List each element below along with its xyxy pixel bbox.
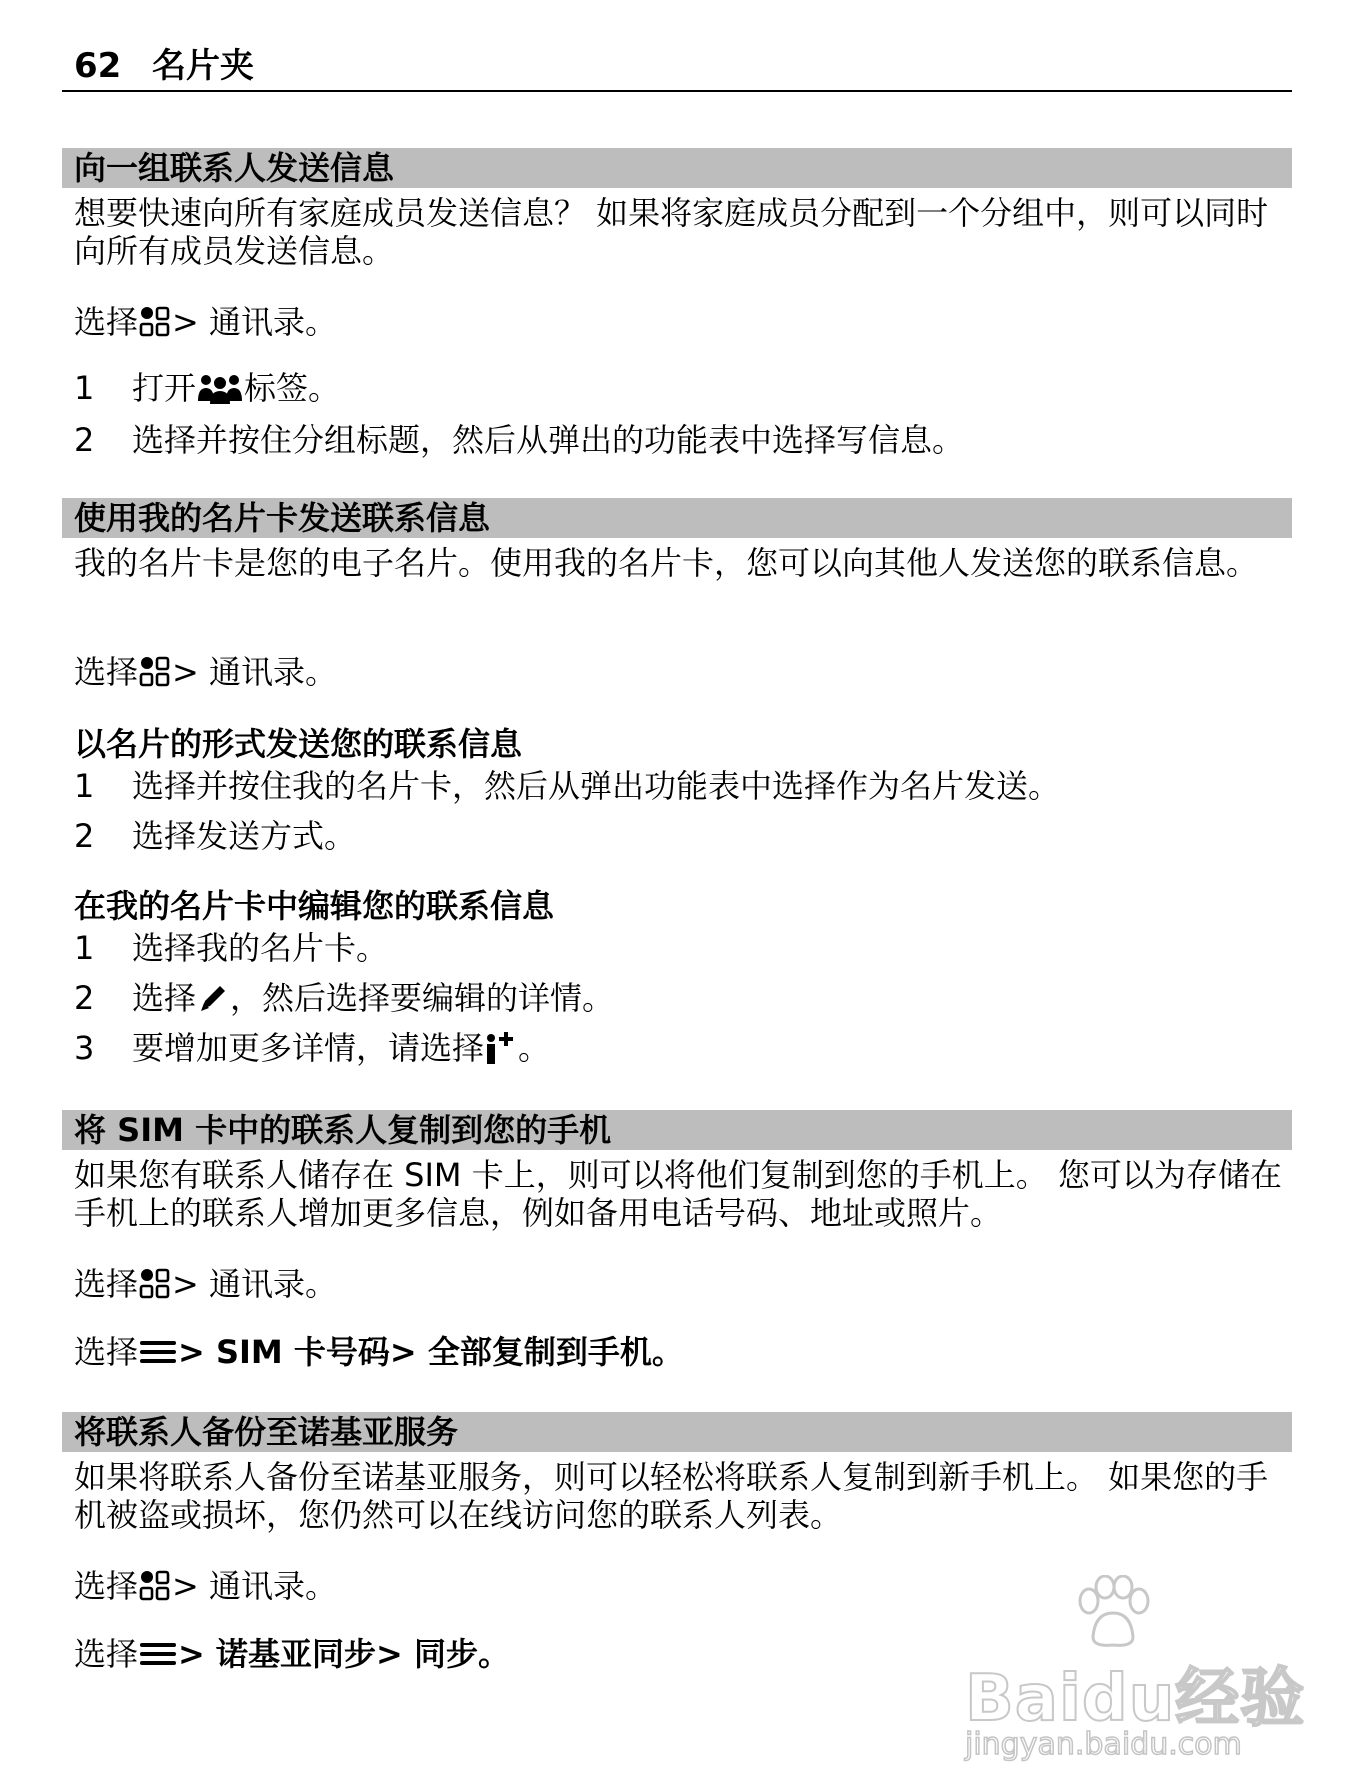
- list-item: 2 选择并按住分组标题，然后从弹出的功能表中选择写信息。: [74, 421, 965, 459]
- section-paragraph: 想要快速向所有家庭成员发送信息？ 如果将家庭成员分配到一个分组中，则可以同时向所有成员发送信息。: [74, 194, 1269, 270]
- menu-icon: [138, 1337, 178, 1367]
- menu-icon: [138, 1639, 178, 1669]
- page-header: [62, 48, 1292, 92]
- edit-pencil-icon: [196, 981, 230, 1015]
- section-paragraph: 如果您有联系人储存在 SIM 卡上，则可以将他们复制到您的手机上。 您可以为存储在手机上的联系人增加更多信息，例如备用电话号码、地址或照片。: [74, 1156, 1282, 1232]
- list-item: 2 选择 ，然后选择要编辑的详情。: [74, 979, 615, 1017]
- add-detail-icon: [484, 1029, 518, 1067]
- apps-grid-icon: [138, 1569, 172, 1603]
- list-item: 1 打开 标签。: [74, 369, 341, 407]
- select-instruction: 选择 > 通讯录。: [74, 1265, 338, 1303]
- watermark-url: jingyan.baidu.com: [965, 1727, 1242, 1762]
- menu-instruction: 选择 > SIM 卡号码 > 全部复制到手机。: [74, 1333, 684, 1371]
- page-title: 名片夹: [152, 46, 254, 86]
- section-title-backup: 将联系人备份至诺基亚服务: [62, 1412, 1292, 1452]
- select-instruction: 选择 > 通讯录。: [74, 303, 338, 341]
- watermark-logo-text: Baidu经验: [965, 1662, 1306, 1736]
- select-instruction: 选择 > 通讯录。: [74, 653, 338, 691]
- list-item: 2 选择发送方式。: [74, 817, 357, 855]
- select-instruction: 选择 > 通讯录。: [74, 1567, 338, 1605]
- section-title-group-message: 向一组联系人发送信息: [62, 148, 1292, 188]
- subsection-heading: 以名片的形式发送您的联系信息: [74, 725, 523, 763]
- section-paragraph: 我的名片卡是您的电子名片。使用我的名片卡，您可以向其他人发送您的联系信息。: [74, 544, 1259, 582]
- subsection-heading: 在我的名片卡中编辑您的联系信息: [74, 887, 555, 925]
- group-contacts-icon: [196, 371, 244, 405]
- apps-grid-icon: [138, 1267, 172, 1301]
- list-item: 1 选择并按住我的名片卡，然后从弹出功能表中选择作为名片发送。: [74, 767, 1061, 805]
- section-title-my-card: 使用我的名片卡发送联系信息: [62, 498, 1292, 538]
- apps-grid-icon: [138, 305, 172, 339]
- section-paragraph: 如果将联系人备份至诺基亚服务，则可以轻松将联系人复制到新手机上。 如果您的手机被盗或损坏，您仍然可以在线访问您的联系人列表。: [74, 1458, 1269, 1534]
- menu-instruction: 选择 > 诺基亚同步 > 同步。: [74, 1635, 510, 1673]
- list-item: 3 要增加更多详情，请选择 。: [74, 1029, 551, 1067]
- apps-grid-icon: [138, 655, 172, 689]
- page-number: 62: [74, 46, 122, 86]
- list-item: 1 选择我的名片卡。: [74, 929, 389, 967]
- section-title-sim-copy: 将 SIM 卡中的联系人复制到您的手机: [62, 1110, 1292, 1150]
